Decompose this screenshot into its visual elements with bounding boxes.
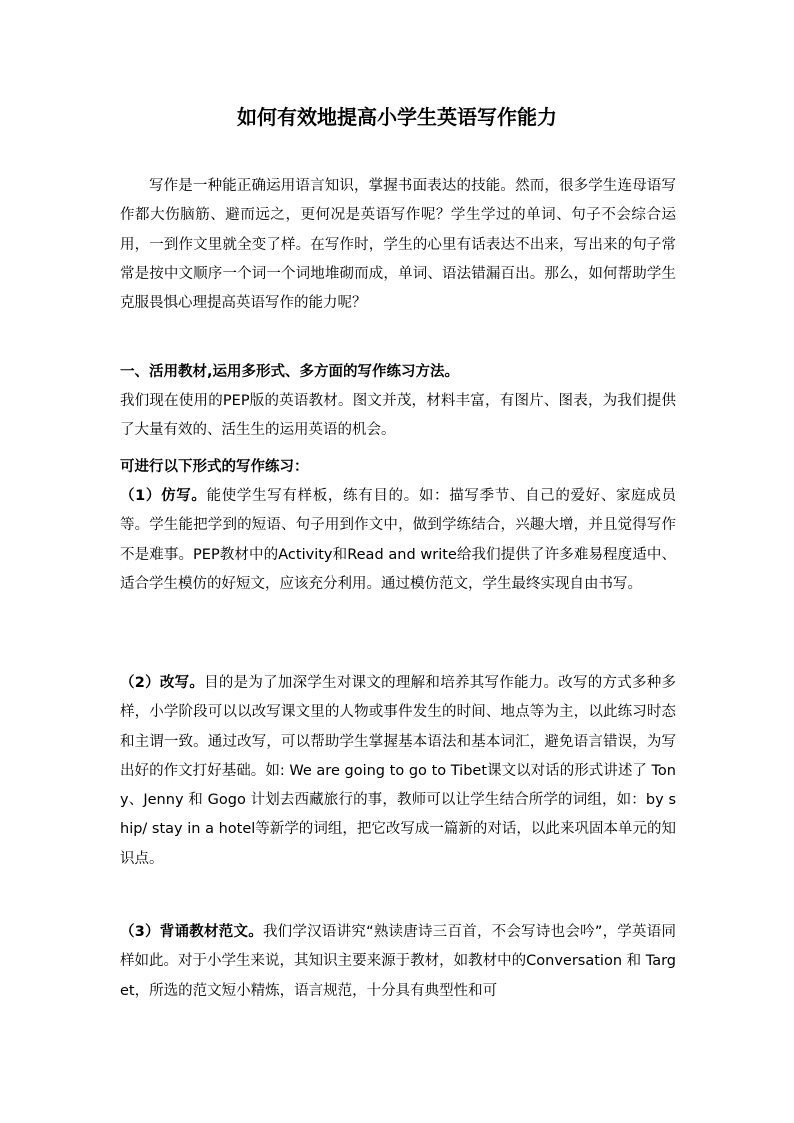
list-item-recite — [120, 918, 676, 1006]
list-item-text: 目的是为了加深学生对课文的理解和培养其写作能力。改写的方式多种多样，小学阶段可以以改写课文里的人物或事件发生的时间、地点等为主，以此练习时态和主谓一致。通过改写，可以帮助学生掌握基本语法和基本词汇，避免语言错误，为写出好的作文打好基础。如: We are going to go to Tibet课文以对话的形式讲述了 Tony、Jenny 和 Gogo 计划去西藏旅行的事，教师可以让学生结合所学的词组，如：by ship/ stay in a hotel等新学的词组，把它改写成一篇新的对话，以此来巩固本单元的知识点。 — [120, 675, 677, 867]
list-item-rewrite — [120, 669, 676, 874]
section-subheading: 可进行以下形式的写作练习： — [120, 459, 309, 475]
list-item-text: 能使学生写有样板，练有目的。如：描写季节、自己的爱好、家庭成员等。学生能把学到的短语、句子用到作文中，做到学练结合，兴趣大增，并且觉得写作不是难事。PEP教材中的Activity和Read and write给我们提供了许多难易程度适中、适合学生模仿的好短文，应该充分利用。通过模仿范文，学生最终实现自由书写。 — [120, 488, 676, 592]
list-item-imitation — [120, 482, 676, 599]
section-heading: 一、活用教材,运用多形式、多方面的写作练习方法。 — [120, 364, 460, 380]
document-title: 如何有效地提高小学生英语写作能力 — [237, 105, 557, 129]
list-item-label: （1）仿写。 — [120, 488, 207, 504]
list-item-text: 我们学汉语讲究“熟读唐诗三百首，不会写诗也会吟”，学英语同样如此。对于小学生来说，其知识主要来源于教材，如教材中的Conversation 和 Target，所选的范文短小精炼，语言规范，十分具有典型性和可 — [120, 924, 676, 999]
intro-paragraph: 写作是一种能正确运用语言知识，掌握书面表达的技能。然而，很多学生连母语写作都大伤脑筋、避而远之，更何况是英语写作呢？学生学过的单词、句子不会综合运用，一到作文里就全变了样。在写作时，学生的心里有话表达不出来，写出来的句子常常是按中文顺序一个词一个词地堆砌而成，单词、语法错漏百出。那么，如何帮助学生克服畏惧心理提高英语写作的能力呢？ — [120, 178, 676, 312]
list-item-label: （2）改写。 — [120, 675, 205, 691]
list-item-label: （3）背诵教材范文。 — [120, 924, 263, 940]
section-body: 我们现在使用的PEP版的英语教材。图文并茂，材料丰富，有图片、图表，为我们提供了大量有效的、活生生的运用英语的机会。 — [120, 393, 676, 439]
